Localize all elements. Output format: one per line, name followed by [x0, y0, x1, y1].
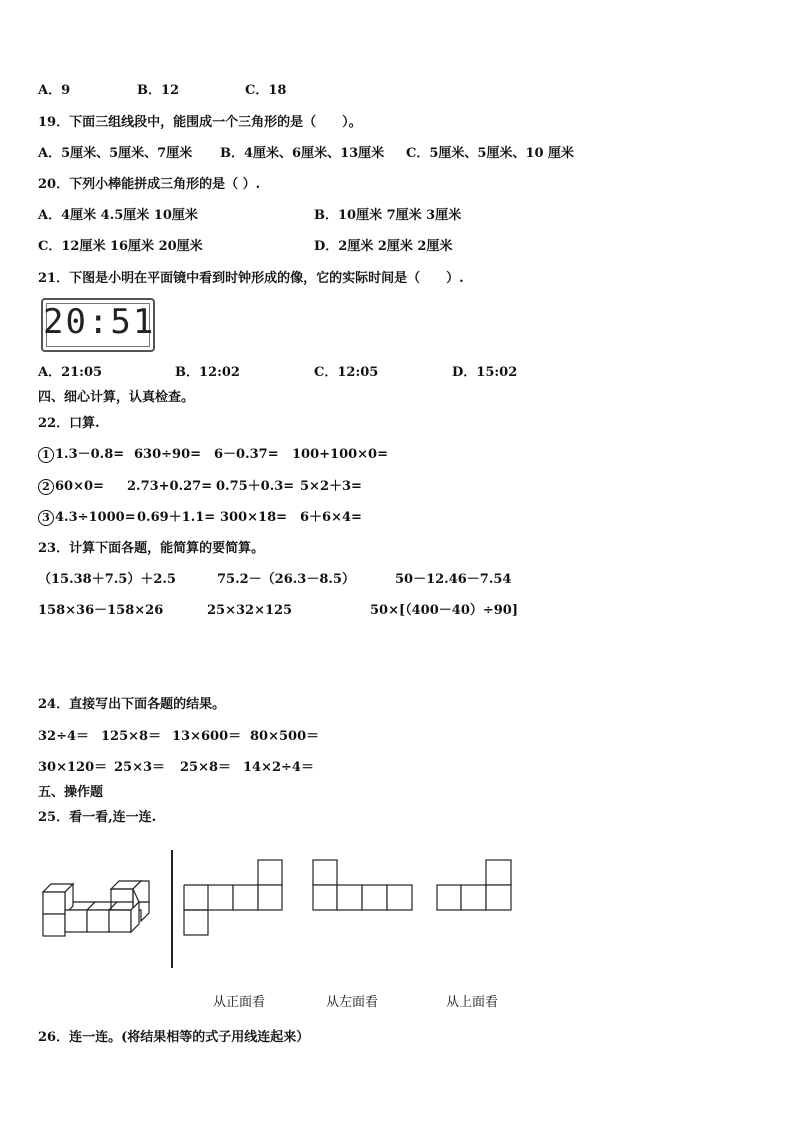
- q20-title: 20．下列小棒能拼成三角形的是（ ）.: [38, 177, 261, 192]
- q20-option-d: D．2厘米 2厘米 2厘米: [314, 239, 453, 254]
- q23-expr: 75.2－（26.3－8.5）: [217, 572, 355, 587]
- q22-expr: 5×2＋3=: [300, 479, 362, 494]
- q23-title: 23．计算下面各题，能简算的要简算。: [38, 541, 265, 556]
- view-shape-3: [435, 858, 515, 914]
- q22-expr: 100+100×0=: [292, 447, 388, 462]
- q22-expr: 1.3－0.8=: [55, 447, 125, 462]
- circled-number-2: 2: [38, 479, 54, 495]
- q18-option-a: A．9: [38, 83, 71, 98]
- q20-option-c: C．12厘米 16厘米 20厘米: [38, 239, 203, 254]
- q22-expr: 4.3÷1000=: [55, 510, 136, 525]
- q19-option-c: C．5厘米、5厘米、10 厘米: [406, 146, 575, 161]
- q21-option-b: B．12:02: [175, 365, 240, 380]
- q22-row-1: [38, 447, 124, 463]
- q25-title: 25．看一看,连一连.: [38, 810, 157, 825]
- q24-expr: 14×2÷4＝: [243, 760, 314, 775]
- view-label-top: 从上面看: [446, 995, 499, 1010]
- circled-number-1: 1: [38, 447, 54, 463]
- q24-expr: 32÷4＝: [38, 729, 90, 744]
- q22-row-3: [38, 510, 136, 526]
- section-five-heading: 五、操作题: [38, 785, 104, 800]
- cube-stack-figure: [38, 880, 160, 938]
- digital-clock-image: [41, 298, 155, 352]
- q20-option-a: A．4厘米 4.5厘米 10厘米: [38, 208, 198, 223]
- q22-expr: 60×0=: [55, 479, 104, 494]
- q23-expr: 158×36－158×26: [38, 603, 164, 618]
- q22-title: 22．口算.: [38, 416, 100, 431]
- circled-number-3: 3: [38, 510, 54, 526]
- q24-expr: 13×600＝: [172, 729, 242, 744]
- q22-expr: 630÷90=: [134, 447, 202, 462]
- q24-expr: 125×8＝: [101, 729, 162, 744]
- q22-expr: 0.69＋1.1=: [137, 510, 216, 525]
- q22-expr: 6＋6×4=: [300, 510, 362, 525]
- view-shape-2: [311, 858, 415, 914]
- q19-option-a: A．5厘米、5厘米、7厘米: [38, 146, 193, 161]
- q21-title: 21．下图是小明在平面镜中看到时钟形成的像，它的实际时间是（ ）.: [38, 271, 464, 286]
- digital-clock-display: 20:51: [43, 302, 156, 342]
- q20-option-b: B．10厘米 7厘米 3厘米: [314, 208, 462, 223]
- q21-option-d: D．15:02: [452, 365, 518, 380]
- q22-expr: 6－0.37=: [214, 447, 279, 462]
- view-label-front: 从正面看: [213, 995, 266, 1010]
- view-label-left: 从左面看: [326, 995, 379, 1010]
- q22-expr: 0.75＋0.3=: [216, 479, 295, 494]
- q24-expr: 80×500＝: [250, 729, 320, 744]
- view-shape-1: [182, 858, 284, 938]
- q23-expr: 50×[（400－40）÷90]: [370, 603, 518, 618]
- q23-expr: （15.38＋7.5）＋2.5: [38, 572, 176, 587]
- section-four-heading: 四、细心计算，认真检查。: [38, 390, 195, 405]
- q24-expr: 25×3＝: [114, 760, 166, 775]
- q18-option-c: C．18: [245, 83, 287, 98]
- q21-option-a: A．21:05: [38, 365, 103, 380]
- q22-expr: 300×18=: [220, 510, 288, 525]
- q23-expr: 25×32×125: [207, 603, 293, 618]
- q18-option-b: B．12: [137, 83, 180, 98]
- divider-line: [171, 850, 173, 968]
- q19-option-b: B．4厘米、6厘米、13厘米: [220, 146, 385, 161]
- q24-expr: 30×120＝: [38, 760, 108, 775]
- q19-title: 19．下面三组线段中，能围成一个三角形的是（ ）。: [38, 115, 362, 130]
- q23-expr: 50－12.46－7.54: [395, 572, 512, 587]
- q22-expr: 2.73+0.27=: [127, 479, 213, 494]
- q21-option-c: C．12:05: [314, 365, 379, 380]
- q22-row-2: [38, 479, 104, 495]
- q24-title: 24．直接写出下面各题的结果。: [38, 697, 226, 712]
- q24-expr: 25×8＝: [180, 760, 232, 775]
- q26-title: 26．连一连。(将结果相等的式子用线连起来）: [38, 1030, 310, 1045]
